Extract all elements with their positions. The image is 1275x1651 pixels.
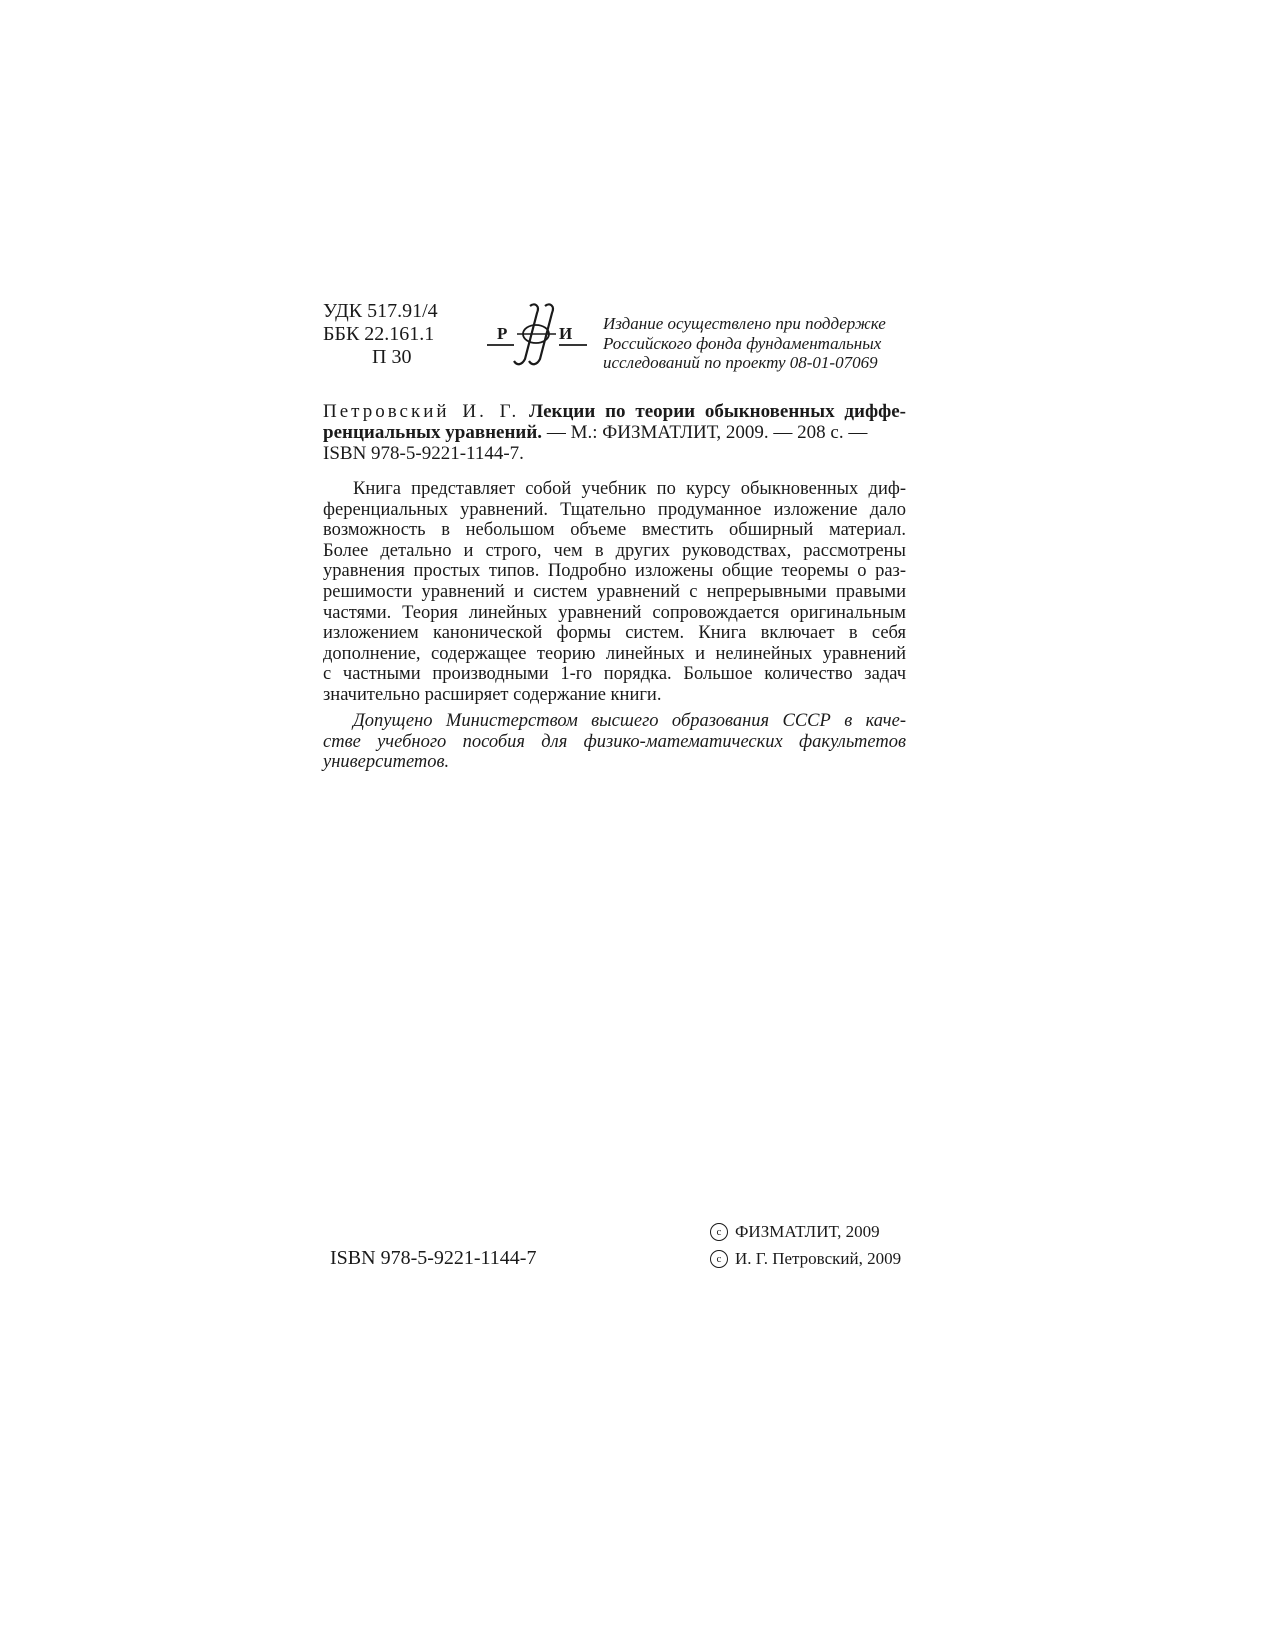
approval-note — [323, 711, 906, 773]
catalog-codes — [323, 300, 438, 369]
abstract-line: ференциальных уравнений. Тщательно продуманное изложение дало — [323, 499, 906, 520]
bibliographic-record — [323, 401, 906, 464]
support-line: исследований по проекту 08-01-07069 — [603, 353, 878, 372]
approval-line: университетов. — [323, 752, 450, 773]
biblio-line-2 — [323, 422, 906, 443]
copyright-icon: c — [710, 1250, 728, 1268]
rffi-logo-integral-icon — [487, 303, 592, 367]
footer-isbn: ISBN 978-5-9221-1144-7 — [330, 1247, 537, 1269]
abstract-line: значительно расширяет содержание книги. — [323, 684, 662, 705]
abstract-line: решимости уравнений и систем уравнений с непрерывными правыми — [323, 581, 906, 602]
copyright-text: ФИЗМАТЛИТ, 2009 — [735, 1222, 880, 1241]
support-note — [603, 314, 903, 373]
logo-letter-i: И — [559, 324, 573, 343]
abstract-line: изложением канонической формы систем. Книга включает в себя — [323, 623, 906, 644]
support-line: Издание осуществлено при поддержке — [603, 314, 886, 333]
author-sign: П 30 — [372, 346, 412, 368]
abstract-line: уравнения простых типов. Подробно изложены общие теоремы о раз- — [323, 561, 906, 582]
biblio-author: Петровский И. Г. — [323, 401, 520, 422]
biblio-isbn: ISBN 978-5-9221-1144-7. — [323, 443, 524, 464]
abstract-line: Более детально и строго, чем в других руководствах, рассмотрены — [323, 540, 906, 561]
approval-line: Допущено Министерством высшего образования СССР в каче- — [353, 711, 906, 731]
copyright-icon: c — [710, 1223, 728, 1241]
copyright-author — [710, 1245, 901, 1272]
abstract — [323, 479, 906, 706]
udk-code: УДК 517.91/4 — [323, 300, 438, 322]
biblio-imprint: — М.: ФИЗМАТЛИТ, 2009. — 208 с. — — [542, 422, 868, 443]
abstract-line: возможность в небольшом объеме вместить обширный материал. — [323, 520, 906, 541]
copyright-block — [710, 1218, 901, 1272]
support-line: Российского фонда фундаментальных — [603, 333, 882, 353]
copyright-text: И. Г. Петровский, 2009 — [735, 1249, 902, 1268]
biblio-title: Лекции по теории обыкновенных диффе- — [529, 401, 906, 422]
abstract-line: частями. Теория линейных уравнений сопровождается оригинальным — [323, 602, 906, 623]
abstract-line: Книга представляет собой учебник по курсу обыкновенных диф- — [353, 479, 906, 499]
approval-line: стве учебного пособия для физико-математических факультетов — [323, 731, 906, 752]
biblio-line-1 — [323, 401, 906, 422]
abstract-line: дополнение, содержащее теорию линейных и нелинейных уравнений — [323, 643, 906, 664]
copyright-publisher — [710, 1218, 901, 1245]
biblio-title-continued: ренциальных уравнений. — [323, 422, 543, 443]
abstract-line: с частными производными 1-го порядка. Большое количество задач — [323, 664, 906, 685]
logo-letter-r: Р — [497, 324, 508, 343]
bbk-code: ББК 22.161.1 — [323, 323, 435, 345]
